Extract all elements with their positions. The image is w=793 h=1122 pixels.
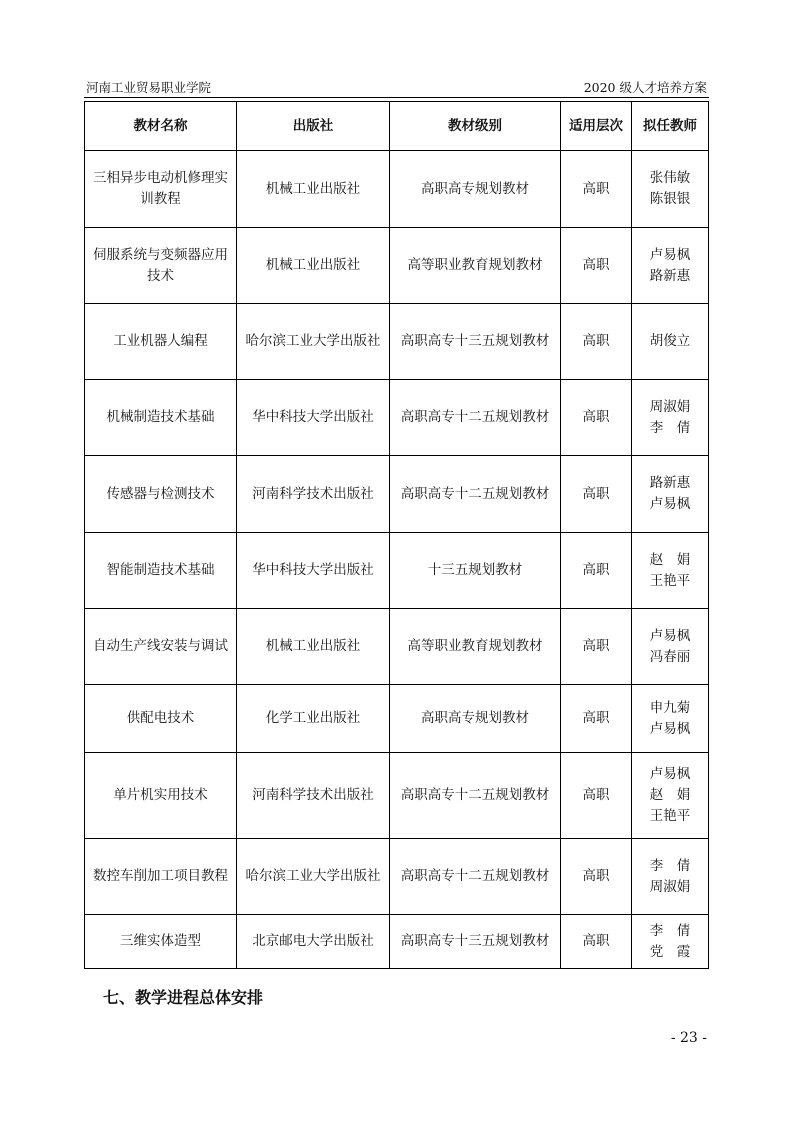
teacher-name: 李 倩 [649, 419, 691, 436]
cell-teachers [632, 228, 709, 304]
teacher-name: 张伟敏 [649, 170, 691, 186]
teacher-name: 卢易枫 [649, 246, 691, 263]
cell-tier: 高职 [561, 839, 632, 915]
cell-teachers [632, 685, 709, 753]
cell-tier: 高职 [561, 456, 632, 533]
table-row [85, 685, 709, 753]
cell-tier: 高职 [561, 380, 632, 456]
cell-publisher: 化学工业出版社 [237, 685, 390, 753]
teacher-name: 李 倩 [649, 857, 691, 874]
table-row [85, 753, 709, 839]
table-header-row [85, 102, 709, 151]
col-header-teachers: 拟任教师 [632, 102, 709, 151]
cell-teachers [632, 151, 709, 228]
cell-publisher: 华中科技大学出版社 [237, 533, 390, 609]
cell-level: 高职高专十三五规划教材 [390, 915, 561, 969]
cell-teachers [632, 839, 709, 915]
col-header-publisher: 出版社 [237, 102, 390, 151]
cell-name: 工业机器人编程 [85, 304, 237, 380]
cell-tier: 高职 [561, 304, 632, 380]
header-school: 河南工业贸易职业学院 [86, 80, 212, 95]
teacher-name: 卢易枫 [649, 496, 691, 512]
col-header-level: 教材级别 [390, 102, 561, 151]
cell-publisher: 机械工业出版社 [237, 228, 390, 304]
teacher-name: 胡俊立 [649, 333, 691, 349]
table-row [85, 533, 709, 609]
cell-level: 高职高专十二五规划教材 [390, 456, 561, 533]
table-row [85, 380, 709, 456]
cell-publisher: 机械工业出版社 [237, 151, 390, 228]
cell-level: 高职高专十二五规划教材 [390, 380, 561, 456]
teacher-name: 周淑娟 [649, 398, 691, 415]
table-row [85, 915, 709, 969]
table-row [85, 304, 709, 380]
cell-name: 单片机实用技术 [85, 753, 237, 839]
teacher-name: 李 倩 [649, 922, 691, 939]
cell-publisher: 华中科技大学出版社 [237, 380, 390, 456]
cell-level: 高职高专规划教材 [390, 685, 561, 753]
cell-name: 伺服系统与变频器应用技术 [85, 228, 237, 304]
cell-tier: 高职 [561, 753, 632, 839]
cell-tier: 高职 [561, 915, 632, 969]
col-header-tier: 适用层次 [561, 102, 632, 151]
cell-tier: 高职 [561, 609, 632, 685]
cell-level: 高职高专十二五规划教材 [390, 839, 561, 915]
cell-level: 高职高专十二五规划教材 [390, 753, 561, 839]
teacher-name: 赵 娟 [649, 787, 691, 803]
section-heading: 七、教学进程总体安排 [103, 988, 264, 1007]
page-header [84, 76, 709, 96]
cell-teachers [632, 609, 709, 685]
cell-tier: 高职 [561, 151, 632, 228]
teacher-name: 冯春丽 [649, 648, 691, 665]
teacher-name: 卢易枫 [649, 627, 691, 644]
header-doc-title: 2020 级人才培养方案 [583, 80, 707, 95]
table-row [85, 839, 709, 915]
cell-name: 三维实体造型 [85, 915, 237, 969]
cell-publisher: 哈尔滨工业大学出版社 [237, 839, 390, 915]
cell-teachers [632, 753, 709, 839]
cell-name: 供配电技术 [85, 685, 237, 753]
teacher-name: 路新惠 [649, 475, 691, 491]
textbook-table [84, 101, 709, 969]
cell-teachers [632, 304, 709, 380]
teacher-name: 申九菊 [649, 699, 691, 716]
page-number: - 23 - [670, 1030, 707, 1046]
teacher-name: 王艳平 [649, 572, 691, 589]
cell-publisher: 哈尔滨工业大学出版社 [237, 304, 390, 380]
cell-level: 十三五规划教材 [390, 533, 561, 609]
col-header-name: 教材名称 [85, 102, 237, 151]
cell-level: 高职高专十三五规划教材 [390, 304, 561, 380]
teacher-name: 周淑娟 [649, 878, 691, 895]
teacher-name: 卢易枫 [649, 766, 691, 782]
table-row [85, 151, 709, 228]
cell-tier: 高职 [561, 685, 632, 753]
teacher-name: 卢易枫 [649, 720, 691, 737]
cell-name: 自动生产线安装与调试 [85, 609, 237, 685]
table-row [85, 609, 709, 685]
teacher-name: 王艳平 [649, 808, 691, 824]
cell-teachers [632, 533, 709, 609]
cell-name: 智能制造技术基础 [85, 533, 237, 609]
cell-teachers [632, 915, 709, 969]
cell-publisher: 机械工业出版社 [237, 609, 390, 685]
cell-name: 三相异步电动机修理实训教程 [85, 151, 237, 228]
cell-tier: 高职 [561, 228, 632, 304]
cell-publisher: 河南科学技术出版社 [237, 456, 390, 533]
cell-tier: 高职 [561, 533, 632, 609]
table-row [85, 228, 709, 304]
cell-teachers [632, 456, 709, 533]
cell-name: 机械制造技术基础 [85, 380, 237, 456]
cell-publisher: 河南科学技术出版社 [237, 753, 390, 839]
header-rule [84, 97, 709, 98]
teacher-name: 党 霞 [649, 943, 691, 960]
cell-name: 传感器与检测技术 [85, 456, 237, 533]
cell-publisher: 北京邮电大学出版社 [237, 915, 390, 969]
cell-level: 高等职业教育规划教材 [390, 609, 561, 685]
teacher-name: 赵 娟 [649, 551, 691, 568]
cell-level: 高职高专规划教材 [390, 151, 561, 228]
table-row [85, 456, 709, 533]
cell-teachers [632, 380, 709, 456]
teacher-name: 路新惠 [649, 267, 691, 284]
cell-name: 数控车削加工项目教程 [85, 839, 237, 915]
cell-level: 高等职业教育规划教材 [390, 228, 561, 304]
teacher-name: 陈银银 [649, 191, 691, 207]
